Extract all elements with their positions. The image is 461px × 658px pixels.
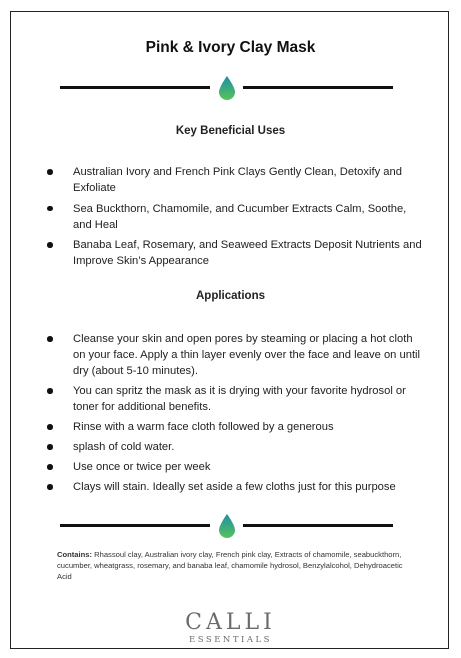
logo-brand: CALLI: [185, 610, 276, 635]
uses-list: [42, 164, 422, 274]
bullet-dot-icon: [47, 206, 53, 212]
list-item: Use once or twice per week: [42, 459, 422, 475]
list-item: Clays will stain. Ideally set aside a few cloths just for this purpose: [42, 479, 422, 495]
page-title: Pink & Ivory Clay Mask: [145, 39, 316, 56]
list-item: splash of cold water.: [42, 439, 422, 455]
droplet-icon: [217, 513, 237, 539]
applications-heading: Applications: [195, 290, 265, 302]
bullet-dot-icon: [47, 169, 53, 175]
bullet-dot-icon: [47, 484, 53, 490]
divider-line: [60, 86, 210, 89]
brand-logo: [0, 612, 461, 646]
divider-line: [243, 86, 393, 89]
list-item: Banaba Leaf, Rosemary, and Seaweed Extracts Deposit Nutrients and Improve Skin’s Appearance: [42, 237, 422, 269]
divider-line: [60, 524, 210, 527]
list-item: Sea Buckthorn, Chamomile, and Cucumber Extracts Calm, Soothe, and Heal: [42, 201, 422, 233]
bullet-dot-icon: [47, 336, 53, 342]
bullet-dot-icon: [47, 424, 53, 430]
list-item: Australian Ivory and French Pink Clays Gently Clean, Detoxify and Exfoliate: [42, 164, 422, 196]
ingredients-list: Rhassoul clay, Australian ivory clay, French pink clay, Extracts of chamomile, seabuckthorn, cucumber, wheatgrass, rosemary, and banaba leaf, chamomile hydrosol, Benzylalcohol, Dehydroacetic Acid: [57, 550, 403, 581]
applications-list: [42, 331, 422, 499]
bullet-dot-icon: [47, 464, 53, 470]
list-item: Cleanse your skin and open pores by steaming or placing a hot cloth on your face. Apply a thin layer evenly over the face and leave on until dry (about 5-10 minutes).: [42, 331, 422, 379]
bullet-dot-icon: [47, 242, 53, 248]
divider-line: [243, 524, 393, 527]
bullet-dot-icon: [47, 444, 53, 450]
divider-top: [60, 75, 393, 101]
bullet-dot-icon: [47, 388, 53, 394]
uses-heading: Key Beneficial Uses: [175, 125, 286, 137]
list-item: You can spritz the mask as it is drying with your favorite hydrosol or toner for additional benefits.: [42, 383, 422, 415]
divider-bottom: [60, 513, 393, 539]
droplet-icon: [217, 75, 237, 101]
list-item: Rinse with a warm face cloth followed by a generous: [42, 419, 422, 435]
ingredients-text: [57, 549, 407, 582]
ingredients-label: Contains:: [57, 550, 93, 559]
logo-subtitle: ESSENTIALS: [189, 635, 272, 645]
